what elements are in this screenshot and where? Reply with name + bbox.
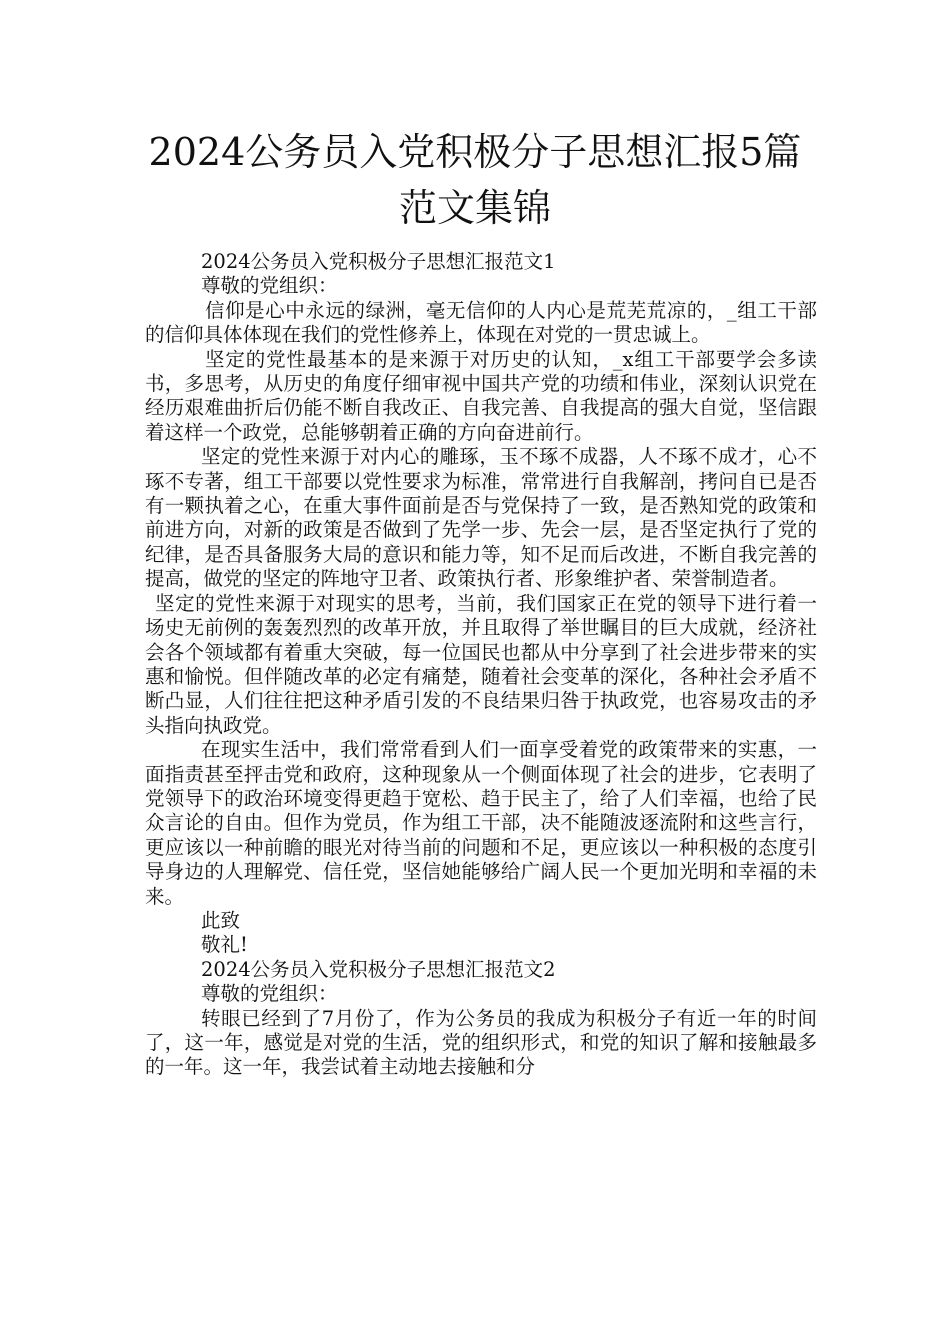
- paragraph: 坚定的党性来源于对现实的思考，当前，我们国家正在党的领导下进行着一场史无前例的轰轰烈烈的改革开放，并且取得了举世瞩目的巨大成就，经济社会各个领域都有着重大突破，每一位国民也都从中分享到了社会进步带来的实惠和愉悦。但伴随改革的必定有痛楚，随着社会变革的深化，各种社会矛盾不断凸显，人们往往把这种矛盾引发的不良结果归咎于执政党，也容易攻击的矛头指向执政党。: [145, 591, 817, 737]
- closing-regards: 敬礼!: [201, 933, 248, 957]
- salutation: 尊敬的党组织：: [201, 982, 338, 1006]
- salutation: 尊敬的党组织：: [201, 274, 338, 298]
- paragraph: 在现实生活中，我们常常看到人们一面享受着党的政策带来的实惠，一面指责甚至抨击党和政府，这种现象从一个侧面体现了社会的进步，它表明了党领导下的政治环境变得更趋于宽松、趋于民主了，给了人们幸福，也给了民众言论的自由。但作为党员，作为组工干部，决不能随波逐流附和这些言行，更应该以一种前瞻的眼光对待当前的问题和不足，更应该以一种积极的态度引导身边的人理解党、信任党，坚信她能够给广阔人民一个更加光明和幸福的未来。: [145, 738, 817, 908]
- document-body: [145, 250, 817, 1080]
- paragraph: 坚定的党性来源于对内心的雕琢，玉不琢不成器，人不琢不成才，心不琢不专著，组工干部要以党性要求为标准，常常进行自我解剖，拷问自已是否有一颗执着之心，在重大事件面前是否与党保持了一致，是否熟知党的政策和前进方向，对新的政策是否做到了先学一步、先会一层，是否坚定执行了党的纪律，是否具备服务大局的意识和能力等，知不足而后改进，不断自我完善的提高，做党的坚定的阵地守卫者、政策执行者、形象维护者、荣誉制造者。: [145, 445, 817, 591]
- document-title: 2024公务员入党积极分子思想汇报5篇范文集锦: [148, 130, 802, 230]
- section-heading-2: 2024公务员入党积极分子思想汇报范文2: [201, 957, 556, 981]
- paragraph: 信仰是心中永远的绿洲，毫无信仰的人内心是荒芜荒凉的，_组工干部的信仰具体体现在我们的党性修养上，体现在对党的一贯忠诚上。: [145, 298, 817, 347]
- paragraph: 转眼已经到了7月份了，作为公务员的我成为积极分子有近一年的时间了，这一年，感觉是对党的生活，党的组织形式，和党的知识了解和接触最多的一年。这一年，我尝试着主动地去接触和分: [145, 1006, 817, 1079]
- paragraph: 坚定的党性最基本的是来源于对历史的认知，_x组工干部要学会多读书，多思考，从历史的角度仔细审视中国共产党的功绩和伟业，深刻认识党在经历艰难曲折后仍能不断自我改正、自我完善、自我提高的强大自觉，坚信跟着这样一个政党，总能够朝着正确的方向奋进前行。: [145, 347, 817, 444]
- closing-line: 此致: [201, 908, 241, 932]
- section-heading-1: 2024公务员入党积极分子思想汇报范文1: [201, 250, 556, 273]
